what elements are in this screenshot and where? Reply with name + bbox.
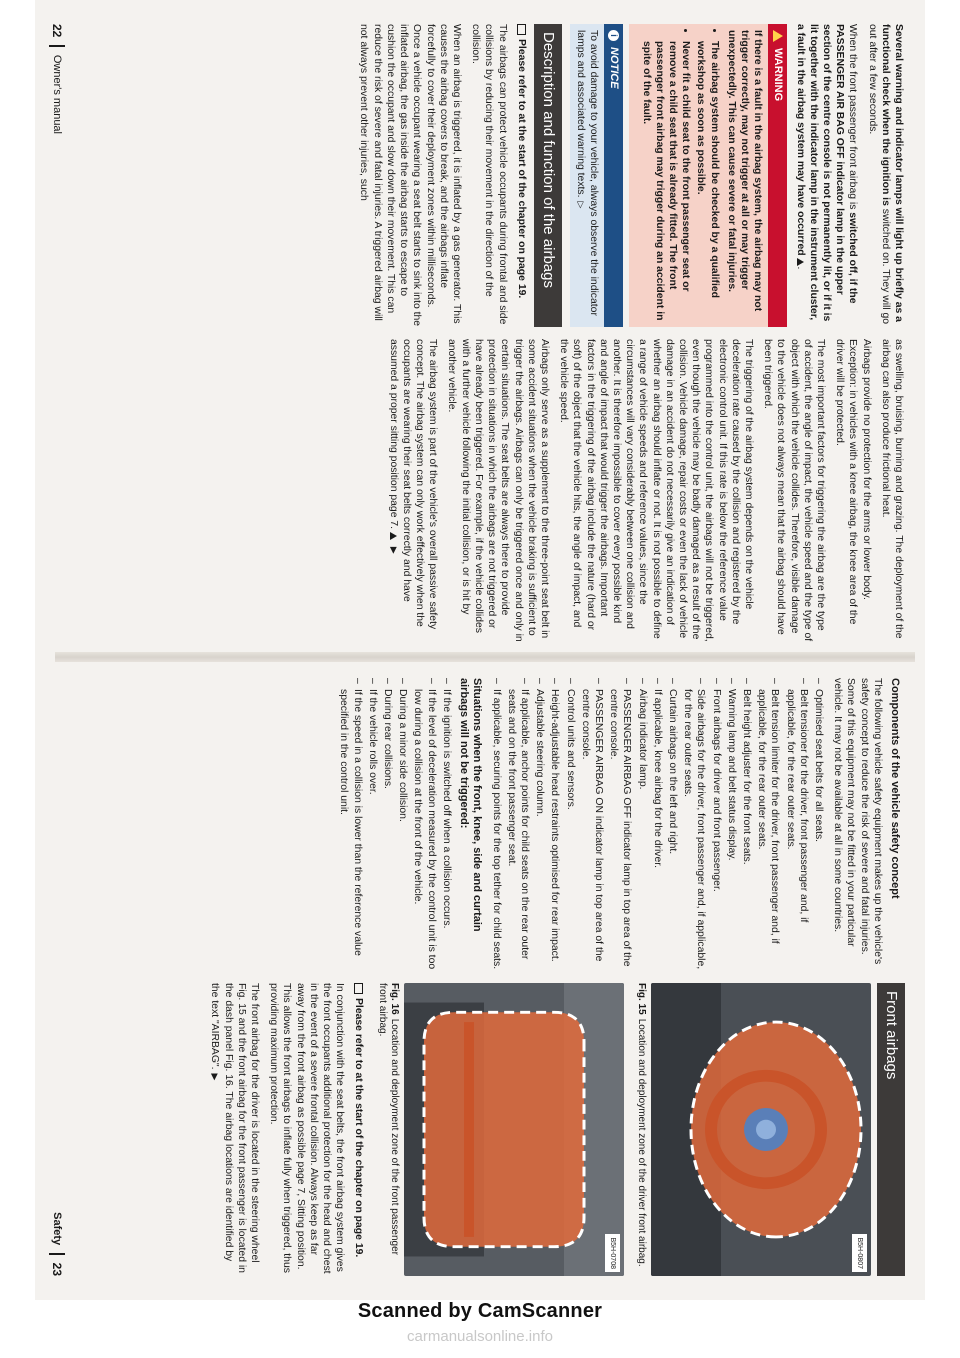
intro-paragraph bbox=[865, 24, 905, 327]
list-item: – Control units and sensors. bbox=[563, 689, 576, 971]
body-paragraph bbox=[208, 983, 261, 1276]
right-column-2 bbox=[115, 983, 905, 1276]
book-icon bbox=[355, 983, 364, 994]
notice-box-body bbox=[570, 24, 604, 327]
warning-box-header bbox=[768, 24, 787, 327]
page-footer-right bbox=[49, 1212, 65, 1276]
list-item: – During a minor side collision. bbox=[396, 689, 409, 971]
figure-label: Fig. 15 bbox=[636, 983, 647, 1015]
list-item: – If applicable, knee airbag for the driver. bbox=[651, 689, 664, 971]
list-item: – Side airbags for the driver, front passenger and, if applicable, for the rear outer seats. bbox=[681, 689, 707, 971]
reference-text: Please refer to at the start of the chapter on page 19. bbox=[515, 39, 527, 299]
passenger-airbag-illustration bbox=[405, 983, 625, 1276]
left-column-2 bbox=[115, 339, 905, 642]
body-paragraph: as swelling, bruising, burning and grazing. The deployment of the airbag can also produce frictional heat. bbox=[879, 339, 904, 639]
chapter-reference bbox=[515, 24, 528, 327]
chapter-reference bbox=[352, 983, 365, 1276]
p6-text: The airbag system is part of the vehicle's overall passive safety concept. The airbag system can only work effectively when the occupants are wearing their seat belts correctly and have assumed a proper sitting position page 7. bbox=[387, 339, 439, 630]
list-item: – During rear collisions. bbox=[381, 689, 394, 971]
notice-title: NOTICE bbox=[608, 47, 621, 89]
scanned-page-spread bbox=[35, 0, 925, 1300]
list-item: – Warning lamp and belt status display. bbox=[725, 689, 738, 971]
warning-triangle-icon bbox=[797, 258, 804, 266]
reference-text: Please refer to at the start of the chapter on page 19. bbox=[353, 998, 365, 1258]
situations-heading: Situations when the front, knee, side and curtain airbags will not be triggered: bbox=[458, 678, 484, 932]
figure-15-driver-airbag bbox=[651, 983, 871, 1276]
passenger-airbag-paragraph: When the front passenger front airbag is switched off, if the PASSENGER AIR BAG OFF indicator lamp in the upper section of the centre console is not permanently lit, or if it is lit together with the indicator lamp in the instrument cluster, a fault in the airbag system may have occurred . bbox=[794, 24, 859, 322]
notice-box-header bbox=[604, 24, 623, 327]
section-heading-airbags: Description and function of the airbags bbox=[534, 24, 562, 327]
right-column-1 bbox=[115, 678, 905, 971]
left-page bbox=[35, 0, 925, 660]
components-heading: Components of the vehicle safety concept bbox=[889, 678, 901, 899]
page-footer-left bbox=[49, 24, 65, 134]
right-page bbox=[35, 660, 925, 1300]
situations-list bbox=[337, 678, 453, 971]
list-item: – Belt height adjuster for the front seats. bbox=[740, 689, 753, 971]
list-item: – Adjustable steering column. bbox=[533, 689, 546, 971]
warning-box-body bbox=[629, 24, 768, 327]
figure-15-caption bbox=[635, 983, 648, 1276]
site-watermark: carmanualsonline.info bbox=[407, 1328, 553, 1345]
body-paragraph: The triggering of the airbag system depends on the vehicle deceleration rate caused by the collision and registered by the electronic control unit. If this rate is below the reference value programmed into the control unit, the airbags will not be triggered, even though the vehicle may be badly damaged as a result of the collision. Vehicle damage, repair costs or even the lack of vehicle damage in an accident do not necessarily give an indication of whether an airbag should inflate or not. It is not possible to define a range of vehicle speeds and reference values, since the circumstances will vary considerably between one collision and another. It is therefore impossible to cover every possible kind and angle of impact that would trigger the airbags. Important factors in the triggering of the airbag include the nature (hard or soft) of the object that the vehicle hits, the angle of impact, and the vehicle speed. bbox=[558, 339, 754, 642]
continue-marker-icon: ▶ bbox=[388, 546, 399, 554]
figure-16-passenger-airbag bbox=[405, 983, 625, 1276]
body-paragraph: The most important factors for triggering the airbag are the type of accident, the angle of impact, the vehicle speed and the type of object with which the vehicle collides. Therefore, visible damage to the vehicle does not always mean that the airbag should have been triggered. bbox=[762, 339, 826, 642]
body-paragraph: Airbags only serve as a supplement to the three-point seat belt in some accident situations when the vehicle braking is sufficient to trigger the airbags. Airbags can only be triggered once and only in certain situations. The seat belts are always there to provide protection in situations in which the airbags are not triggered or have already been triggered. For example, if the vehicle collides with a further vehicle following the initial collision, or is hit by another vehicle. bbox=[446, 339, 550, 642]
left-column-1 bbox=[115, 24, 905, 327]
list-item: – If the ignition is switched off when a collision occurs. bbox=[440, 689, 453, 971]
figure-code: B5H-0708 bbox=[605, 1234, 620, 1272]
page-number: 22 bbox=[50, 24, 64, 38]
list-item: – PASSENGER AIRBAG OFF indicator lamp in top area of the centre console. bbox=[607, 689, 633, 971]
warning-text: If there is a fault in the airbag system, the airbag may not trigger correctly, may not trigger at all or may trigger unexpectedly. This can cause severe or fatal injuries. bbox=[725, 30, 764, 312]
page-number: 23 bbox=[50, 1262, 64, 1276]
list-item: – If the level of deceleration measured by the control unit is too low during a collision at the front of the vehicle. bbox=[411, 689, 437, 971]
info-icon: i bbox=[608, 30, 619, 41]
list-item: – Height-adjustable head restraints optimised for rear impact. bbox=[548, 689, 561, 971]
footer-title: Owner's manual bbox=[51, 54, 63, 134]
warning-bullet: • Never fit a child seat to the front passenger seat or remove a child seat that is already fitted. The front passenger front airbag may trigger during an accident in spite of the fault. bbox=[639, 41, 692, 321]
p2-b: switched off, if the PASSENGER AIR BAG OFF indicator lamp in the upper section of the centre console is not permanently lit, or if it is lit together with the indicator lamp in the instrument cluster, a fault in the airbag system may have occurred bbox=[794, 24, 859, 322]
list-item: – PASSENGER AIRBAG ON indicator lamp in top area of the centre console. bbox=[579, 689, 605, 971]
list-item: – Belt tension limiter for the driver, front passenger and, if applicable, for the rear outer seats. bbox=[755, 689, 781, 971]
list-item: – Airbag indicator lamp. bbox=[635, 689, 648, 971]
body-paragraph: When an airbag is triggered, it is inflated by a gas generator. This causes the airbag covers to break, and the airbags inflate forcefully to cover their deployment zones within milliseconds. Once a vehicle occupant wearing a seat belt starts to sink into the inflated airbag, the gas inside the airbag starts to escape to cushion the occupant and slow down their movement. This can reduce the risk of severe and fatal injuries. A triggered airbag will not always prevent other injuries, such bbox=[358, 24, 462, 327]
p2-a: When the front passenger front airbag is bbox=[847, 24, 859, 210]
warning-triangle-icon bbox=[773, 30, 783, 42]
body-paragraph: Airbags provide no protection for the arms or lower body. Exception: in vehicles with a knee airbag, the knee area of the driver will be protected. bbox=[834, 339, 872, 625]
figure-16-caption bbox=[376, 983, 401, 1276]
book-icon bbox=[517, 24, 526, 35]
list-item: – Optimised seat belts for all seats. bbox=[812, 689, 825, 971]
end-marker-icon: ▷ bbox=[575, 201, 586, 209]
intro-rest-text: switched on. They will go out after a few seconds. bbox=[866, 24, 891, 325]
list-item: – If applicable, securing points for the top tether for child seats. bbox=[489, 689, 502, 971]
figure-code: B5H-0807 bbox=[852, 1234, 867, 1272]
list-item: – Front airbags for driver and front passenger. bbox=[709, 689, 722, 971]
warning-title: WARNING bbox=[772, 48, 785, 102]
scanner-watermark: Scanned by CamScanner bbox=[357, 1300, 603, 1322]
list-item: – If the vehicle rolls over. bbox=[366, 689, 379, 971]
footer-title: Safety bbox=[51, 1212, 63, 1246]
body-paragraph: In conjunction with the seat belts, the front airbag system gives the front occupants additional protection for the head and chest in the event of a severe frontal collision. Always keep as far away from the front airbag as possible page 7, Sitting position. This allows the front airbags to inflate fully when triggered, thus providing maximum protection. bbox=[268, 983, 346, 1274]
intro-bold-text: Several warning and indicator lamps will light up briefly as a functional check when the ignition is bbox=[879, 24, 904, 322]
warning-bullet: • The airbag system should be checked by a qualified workshop as soon as possible. bbox=[694, 41, 720, 321]
list-item: – Curtain airbags on the left and right. bbox=[666, 689, 679, 971]
caption-text: Location and deployment zone of the driver front airbag. bbox=[636, 1018, 647, 1267]
p2-text: The front airbag for the driver is located in the steering wheel Fig. 15 and the front airbag for the front passenger is located in the dash panel Fig. 16. The airbag locations are identified by the text "AIRBAG". bbox=[209, 983, 261, 1273]
section-heading-front-airbags: Front airbags bbox=[877, 983, 905, 1276]
driver-airbag-illustration bbox=[651, 983, 871, 1276]
body-paragraph: The airbags can protect vehicle occupants during frontal and side collisions by reducing their movement in the direction of the collision. bbox=[470, 24, 508, 325]
list-item: – Belt tensioner for the driver, front passenger and, if applicable, for the rear outer seats. bbox=[783, 689, 809, 971]
body-paragraph bbox=[386, 339, 439, 642]
warning-triangle-icon bbox=[390, 532, 397, 540]
footer-divider bbox=[49, 1253, 65, 1255]
list-item: – If applicable, anchor points for child seats on the rear outer seats and on the front passenger seat. bbox=[505, 689, 531, 971]
continue-marker-icon: ▶ bbox=[210, 1073, 221, 1081]
body-paragraph: The following vehicle safety equipment makes up the vehicle's safety concept to reduce the risk of severe and fatal injuries. Some of this equipment may not be fitted in your particular vehicle. It may not be available at all in some countries. bbox=[832, 678, 883, 965]
notice-text: To avoid damage to your vehicle, always observe the indicator lamps and associated warning texts. bbox=[574, 30, 600, 316]
figure-label: Fig. 16 bbox=[389, 983, 401, 1015]
list-item: – If the speed in a collision is lower than the reference value specified in the control unit. bbox=[337, 689, 363, 971]
footer-divider bbox=[49, 45, 65, 47]
caption-text: Location and deployment zone of the front passenger front airbag. bbox=[377, 983, 401, 1255]
components-list bbox=[489, 678, 825, 971]
